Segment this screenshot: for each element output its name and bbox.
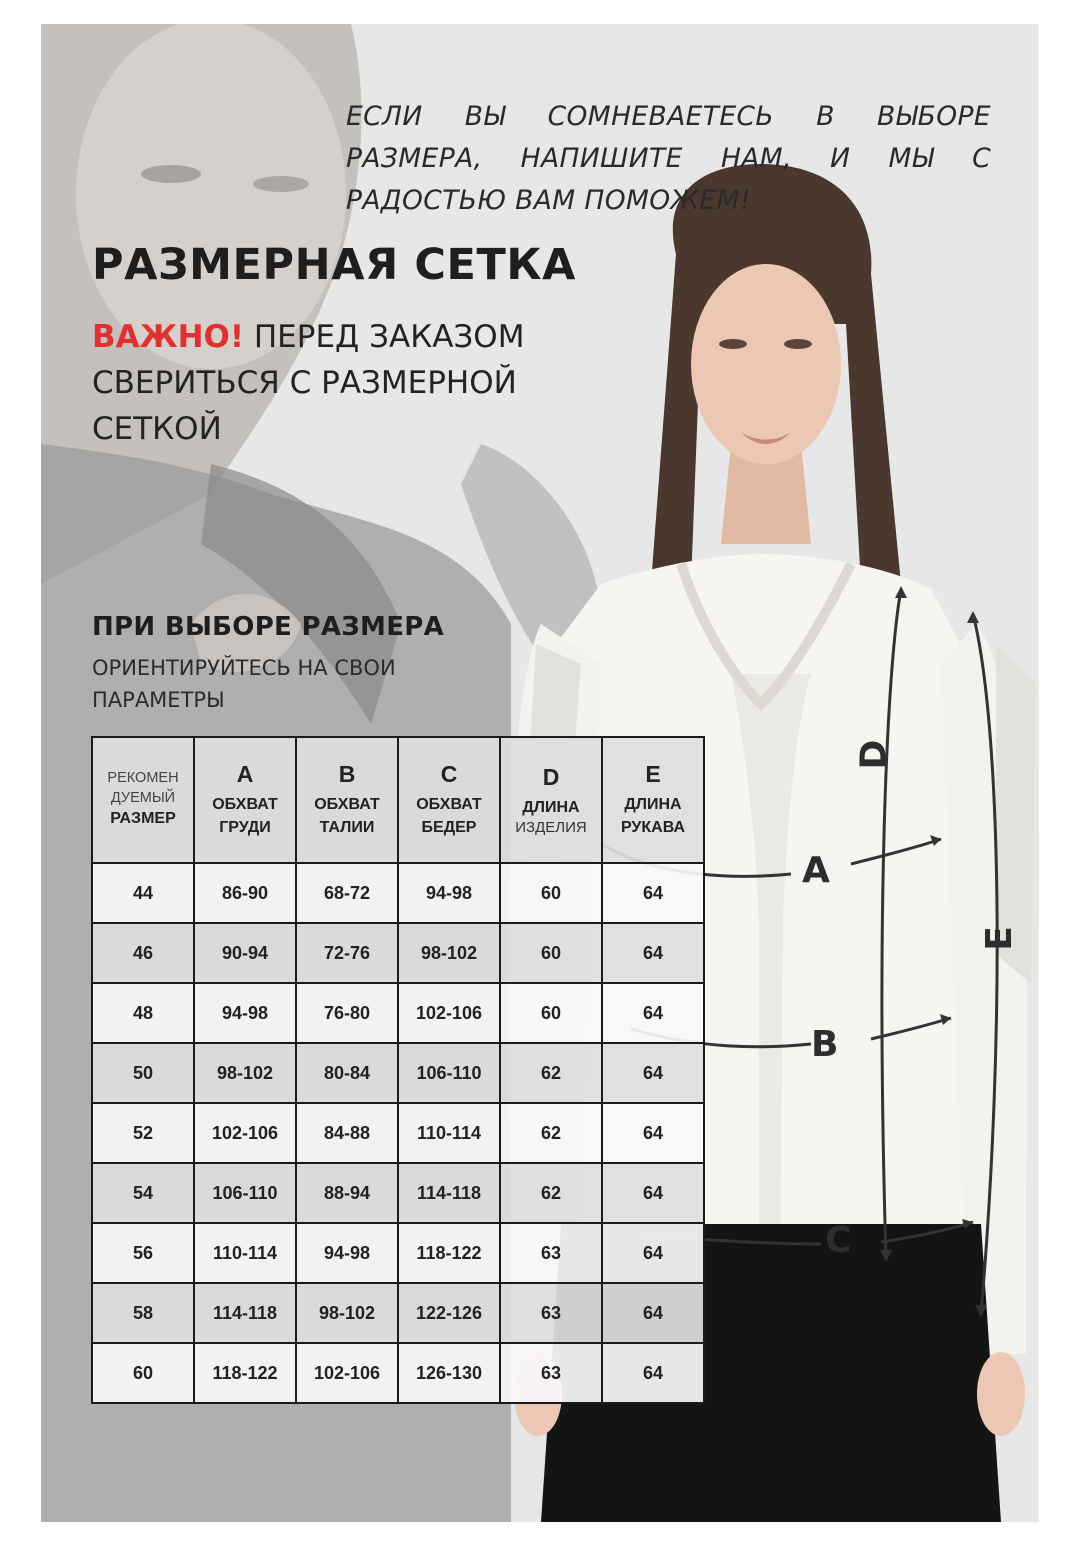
cell-waist: 102-106	[296, 1343, 398, 1403]
cell-chest: 118-122	[194, 1343, 296, 1403]
header-b-letter: B	[338, 761, 356, 788]
cell-size: 54	[92, 1163, 194, 1223]
cell-sleeve: 64	[602, 1163, 704, 1223]
measure-label-c: C	[825, 1220, 852, 1261]
cell-length: 63	[500, 1283, 602, 1343]
measure-label-a: A	[802, 850, 830, 891]
header-c-line1: ОБХВАТ	[416, 796, 482, 814]
cell-size: 52	[92, 1103, 194, 1163]
cell-length: 60	[500, 923, 602, 983]
header-size-line1: РЕКОМЕН	[107, 770, 179, 787]
cell-size: 48	[92, 983, 194, 1043]
table-row	[92, 1283, 704, 1343]
header-chest	[194, 737, 296, 863]
cell-waist: 68-72	[296, 863, 398, 923]
cell-waist: 84-88	[296, 1103, 398, 1163]
table-row	[92, 1223, 704, 1283]
cell-chest: 106-110	[194, 1163, 296, 1223]
header-b-line1: ОБХВАТ	[314, 796, 380, 814]
measure-label-b: B	[811, 1024, 839, 1065]
header-d-line2: ИЗДЕЛИЯ	[515, 819, 587, 837]
table-row	[92, 1343, 704, 1403]
header-e-line1: ДЛИНА	[624, 796, 682, 814]
header-size	[92, 737, 194, 863]
header-waist	[296, 737, 398, 863]
cell-hips: 102-106	[398, 983, 500, 1043]
cell-sleeve: 64	[602, 1223, 704, 1283]
cell-sleeve: 64	[602, 863, 704, 923]
header-length	[500, 737, 602, 863]
cell-hips: 98-102	[398, 923, 500, 983]
cell-size: 56	[92, 1223, 194, 1283]
cell-size: 44	[92, 863, 194, 923]
important-highlight: ВАЖНО!	[92, 319, 245, 355]
page-title: РАЗМЕРНАЯ СЕТКА	[92, 240, 577, 290]
cell-size: 60	[92, 1343, 194, 1403]
advice-text: ЕСЛИ ВЫ СОМНЕВАЕТЕСЬ В ВЫБОРЕ РАЗМЕРА, НАПИШИТЕ НАМ, И МЫ С РАДОСТЬЮ ВАМ ПОМОЖЕМ!	[346, 101, 991, 216]
header-c-letter: C	[440, 761, 458, 788]
cell-length: 63	[500, 1223, 602, 1283]
cell-length: 62	[500, 1163, 602, 1223]
cell-waist: 80-84	[296, 1043, 398, 1103]
cell-waist: 88-94	[296, 1163, 398, 1223]
cell-hips: 118-122	[398, 1223, 500, 1283]
cell-sleeve: 64	[602, 1343, 704, 1403]
cell-chest: 86-90	[194, 863, 296, 923]
table-row	[92, 1103, 704, 1163]
cell-chest: 114-118	[194, 1283, 296, 1343]
cell-waist: 94-98	[296, 1223, 398, 1283]
important-text: ПЕРЕД ЗАКАЗОМ СВЕРИТЬСЯ С РАЗМЕРНОЙ СЕТКОЙ	[92, 319, 525, 447]
cell-waist: 98-102	[296, 1283, 398, 1343]
cell-sleeve: 64	[602, 1283, 704, 1343]
hint-subtitle: ОРИЕНТИРУЙТЕСЬ НА СВОИ ПАРАМЕТРЫ	[92, 656, 396, 712]
cell-hips: 106-110	[398, 1043, 500, 1103]
cell-chest: 94-98	[194, 983, 296, 1043]
measure-label-e: E	[978, 926, 1020, 951]
header-size-line2: ДУЕМЫЙ	[110, 789, 176, 806]
cell-length: 62	[500, 1043, 602, 1103]
table-row	[92, 983, 704, 1043]
size-table	[91, 736, 705, 1404]
cell-hips: 126-130	[398, 1343, 500, 1403]
header-c-line2: БЕДЕР	[421, 818, 477, 836]
table-body	[92, 863, 704, 1403]
table-row	[92, 923, 704, 983]
important-note	[92, 314, 532, 452]
header-a-line2: ГРУДИ	[219, 818, 271, 836]
header-size-line3: РАЗМЕР	[110, 810, 176, 828]
cell-sleeve: 64	[602, 1043, 704, 1103]
cell-length: 60	[500, 863, 602, 923]
header-b-line2: ТАЛИИ	[319, 818, 375, 836]
cell-hips: 122-126	[398, 1283, 500, 1343]
header-a-letter: A	[236, 761, 254, 788]
cell-length: 62	[500, 1103, 602, 1163]
header-a-line1: ОБХВАТ	[212, 796, 278, 814]
cell-size: 50	[92, 1043, 194, 1103]
cell-hips: 110-114	[398, 1103, 500, 1163]
cell-sleeve: 64	[602, 983, 704, 1043]
cell-chest: 98-102	[194, 1043, 296, 1103]
hint-title: ПРИ ВЫБОРЕ РАЗМЕРА	[92, 612, 445, 642]
size-chart-card	[41, 24, 1039, 1522]
header-d-line1: ДЛИНА	[522, 798, 580, 816]
measure-label-d: D	[853, 739, 895, 770]
cell-waist: 76-80	[296, 983, 398, 1043]
table-header-row	[92, 737, 704, 863]
cell-hips: 94-98	[398, 863, 500, 923]
cell-length: 60	[500, 983, 602, 1043]
header-sleeve	[602, 737, 704, 863]
header-d-letter: D	[542, 763, 560, 790]
header-e-line2: РУКАВА	[620, 818, 686, 836]
cell-chest: 102-106	[194, 1103, 296, 1163]
table-row	[92, 1043, 704, 1103]
table-row	[92, 1163, 704, 1223]
cell-size: 58	[92, 1283, 194, 1343]
cell-size: 46	[92, 923, 194, 983]
cell-waist: 72-76	[296, 923, 398, 983]
cell-chest: 90-94	[194, 923, 296, 983]
table-row	[92, 863, 704, 923]
cell-hips: 114-118	[398, 1163, 500, 1223]
header-hips	[398, 737, 500, 863]
cell-sleeve: 64	[602, 1103, 704, 1163]
cell-chest: 110-114	[194, 1223, 296, 1283]
cell-sleeve: 64	[602, 923, 704, 983]
cell-length: 63	[500, 1343, 602, 1403]
header-e-letter: E	[645, 761, 661, 788]
